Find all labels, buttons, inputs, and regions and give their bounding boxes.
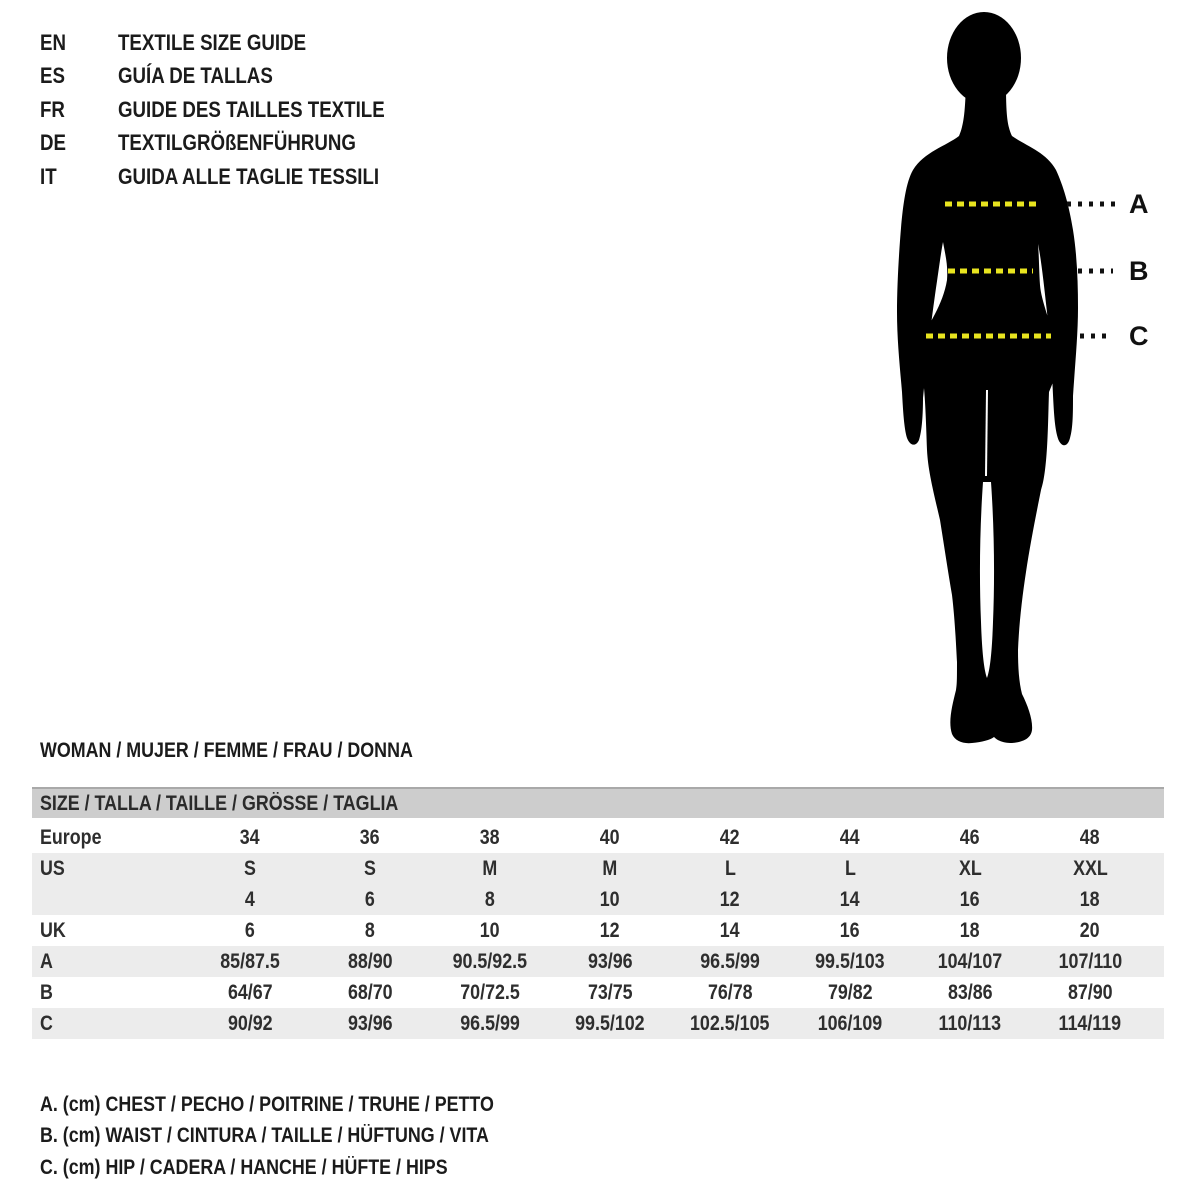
size-cell: 8 <box>485 887 495 911</box>
size-table-header: SIZE / TALLA / TAILLE / GRÖSSE / TAGLIA <box>32 787 1164 818</box>
size-cell: 16 <box>960 887 980 911</box>
size-cell: 18 <box>960 918 980 942</box>
size-cell: 76/78 <box>707 980 753 1004</box>
table-row <box>32 1008 1164 1039</box>
row-label: B <box>40 980 53 1004</box>
size-cell: 48 <box>1080 825 1100 849</box>
size-cell: 12 <box>600 918 620 942</box>
language-code: IT <box>40 163 57 189</box>
size-cell: 79/82 <box>827 980 873 1004</box>
section-title: WOMAN / MUJER / FEMME / FRAU / DONNA <box>40 739 413 762</box>
guide-title: TEXTILGRÖßENFÜHRUNG <box>118 130 356 156</box>
language-row <box>40 60 432 94</box>
language-code: EN <box>40 29 66 55</box>
row-label: UK <box>40 918 66 942</box>
measurement-footnotes <box>40 1089 574 1184</box>
size-cell: 96.5/99 <box>700 949 760 973</box>
crotch-crease <box>986 390 987 476</box>
size-table <box>32 787 1164 1039</box>
guide-title: GUIDA ALLE TAGLIE TESSILI <box>118 163 380 189</box>
size-cell: 88/90 <box>347 949 393 973</box>
size-cell: 4 <box>245 887 255 911</box>
size-cell: 114/119 <box>1058 1011 1122 1035</box>
size-cell: 10 <box>480 918 500 942</box>
size-cell: 36 <box>360 825 380 849</box>
size-cell: 110/113 <box>938 1011 1002 1035</box>
size-cell: 46 <box>960 825 980 849</box>
marker-c-label: C <box>1129 321 1149 351</box>
size-cell: 87/90 <box>1067 980 1113 1004</box>
size-cell: 34 <box>240 825 260 849</box>
size-cell: 12 <box>720 887 740 911</box>
size-cell: 64/67 <box>227 980 273 1004</box>
woman-silhouette-svg <box>860 0 1200 760</box>
row-label: Europe <box>40 825 102 849</box>
language-row <box>40 160 432 194</box>
size-cell: 44 <box>840 825 860 849</box>
size-cell: L <box>724 856 736 880</box>
size-cell: 40 <box>600 825 620 849</box>
size-cell: M <box>602 856 618 880</box>
size-cell: 6 <box>245 918 255 942</box>
language-row <box>40 26 432 60</box>
size-cell: S <box>364 856 376 880</box>
footnote-waist: B. (cm) WAIST / CINTURA / TAILLE / HÜFTUNG / VITA <box>40 1124 489 1148</box>
table-row <box>32 915 1164 946</box>
footnote-hip: C. (cm) HIP / CADERA / HANCHE / HÜFTE / HIPS <box>40 1155 448 1179</box>
size-cell: 93/96 <box>347 1011 393 1035</box>
head <box>947 12 1021 104</box>
language-row <box>40 93 432 127</box>
size-cell: 99.5/103 <box>815 949 885 973</box>
row-label <box>32 888 190 912</box>
size-cell: 42 <box>720 825 740 849</box>
row-label: US <box>40 856 65 880</box>
language-title-list <box>40 26 432 194</box>
language-row <box>40 127 432 161</box>
marker-a-label: A <box>1129 189 1149 219</box>
footnote-chest: A. (cm) CHEST / PECHO / POITRINE / TRUHE / PETTO <box>40 1092 494 1116</box>
guide-title: GUÍA DE TALLAS <box>118 63 273 89</box>
size-cell: 68/70 <box>347 980 393 1004</box>
size-cell: XL <box>958 856 982 880</box>
size-cell: 10 <box>600 887 620 911</box>
language-code: ES <box>40 63 65 89</box>
size-table-rows <box>32 822 1164 1039</box>
size-cell: 38 <box>480 825 500 849</box>
size-cell: 73/75 <box>587 980 633 1004</box>
row-label: A <box>40 949 53 973</box>
size-cell: 8 <box>365 918 375 942</box>
size-cell: 90.5/92.5 <box>452 949 528 973</box>
size-cell: 102.5/105 <box>690 1011 770 1035</box>
size-cell: 96.5/99 <box>460 1011 520 1035</box>
size-cell: 106/109 <box>817 1011 883 1035</box>
woman-silhouette-figure <box>860 0 1200 760</box>
language-code: DE <box>40 130 66 156</box>
size-cell: 93/96 <box>587 949 633 973</box>
size-cell: 70/72.5 <box>460 980 520 1004</box>
size-cell: 6 <box>365 887 375 911</box>
size-cell: 18 <box>1080 887 1100 911</box>
size-cell: 85/87.5 <box>220 949 280 973</box>
size-cell: 99.5/102 <box>575 1011 645 1035</box>
table-row <box>32 884 1164 915</box>
size-cell: 14 <box>840 887 860 911</box>
size-cell: XXL <box>1072 856 1108 880</box>
table-row <box>32 853 1164 884</box>
size-cell: S <box>244 856 256 880</box>
size-cell: 90/92 <box>227 1011 273 1035</box>
table-row <box>32 977 1164 1008</box>
size-cell: L <box>844 856 856 880</box>
size-cell: 83/86 <box>947 980 993 1004</box>
guide-title: TEXTILE SIZE GUIDE <box>118 29 307 55</box>
language-code: FR <box>40 96 65 122</box>
row-label: C <box>40 1011 53 1035</box>
table-row <box>32 946 1164 977</box>
size-cell: 16 <box>840 918 860 942</box>
size-cell: M <box>482 856 498 880</box>
size-cell: 104/107 <box>937 949 1003 973</box>
size-cell: 107/110 <box>1058 949 1122 973</box>
marker-b-label: B <box>1129 256 1149 286</box>
table-row <box>32 822 1164 853</box>
size-cell: 14 <box>720 918 740 942</box>
size-cell: 20 <box>1080 918 1100 942</box>
guide-title: GUIDE DES TAILLES TEXTILE <box>118 96 385 122</box>
